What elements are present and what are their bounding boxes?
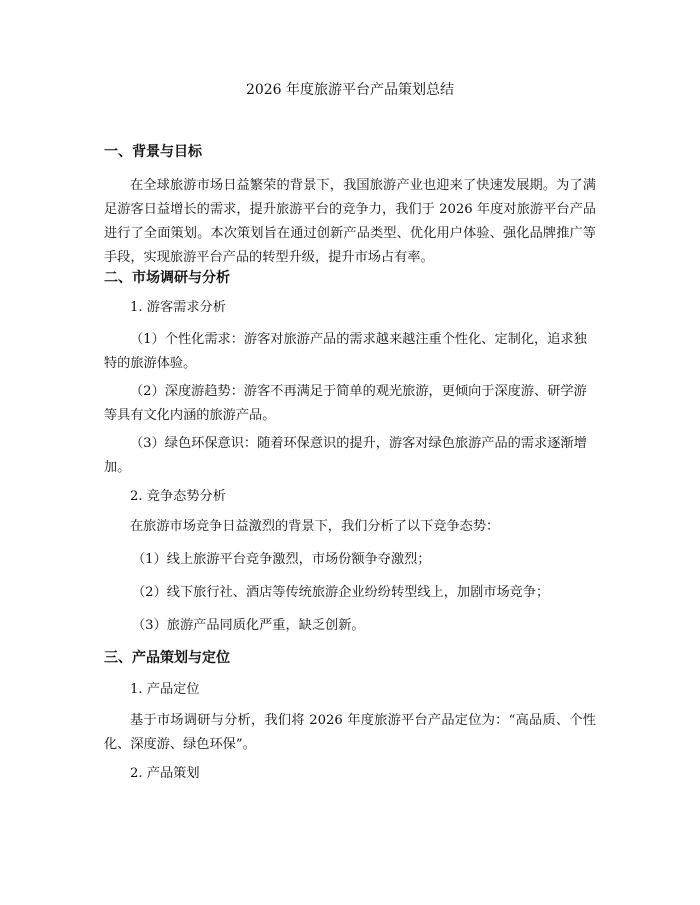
document-title: 2026 年度旅游平台产品策划总结	[245, 82, 455, 98]
competition-item-offline: （2）线下旅行社、酒店等传统旅游企业纷纷转型线上，加剧市场竞争；	[132, 585, 550, 600]
demand-item-personalization: （1）个性化需求：游客对旅游产品的需求越来越注重个性化、定制化，追求独特的旅游体验。	[104, 332, 587, 371]
positioning-paragraph: 基于市场调研与分析，我们将 2026 年度旅游平台产品定位为：“高品质、个性化、深度游、绿色环保”。	[104, 713, 596, 752]
demand-item-deep-travel: （2）深度游趋势：游客不再满足于简单的观光旅游，更倾向于深度游、研学游等具有文化内涵的旅游产品。	[104, 384, 587, 423]
subsection-title-competition-analysis: 2. 竞争态势分析	[130, 489, 226, 504]
subsection-title-demand-analysis: 1. 游客需求分析	[130, 300, 226, 315]
subsection-title-product-planning: 2. 产品策划	[130, 766, 200, 781]
competition-item-homogeneity: （3）旅游产品同质化严重，缺乏创新。	[132, 618, 365, 633]
competition-item-online: （1）线上旅游平台竞争激烈，市场份额争夺激烈；	[132, 552, 431, 567]
subsection-title-positioning: 1. 产品定位	[130, 682, 200, 697]
section-heading-product-planning: 三、产品策划与定位	[104, 650, 230, 666]
competition-intro: 在旅游市场竞争日益激烈的背景下，我们分析了以下竞争态势：	[130, 519, 500, 534]
section-heading-background: 一、背景与目标	[104, 144, 202, 160]
background-paragraph: 在全球旅游市场日益繁荣的背景下，我国旅游产业也迎来了快速发展期。为了满足游客日益增长的需求，提升旅游平台的竞争力，我们于 2026 年度对旅游平台产品进行了全面策划。本次策划旨在通过创新产品类型、优化用户体验、强化品牌推广等手段，实现旅游平台产品的转型升级，提升市场占有率。	[104, 178, 596, 265]
section-heading-market-research: 二、市场调研与分析	[104, 270, 230, 286]
demand-item-green: （3）绿色环保意识：随着环保意识的提升，游客对绿色旅游产品的需求逐渐增加。	[104, 436, 587, 475]
